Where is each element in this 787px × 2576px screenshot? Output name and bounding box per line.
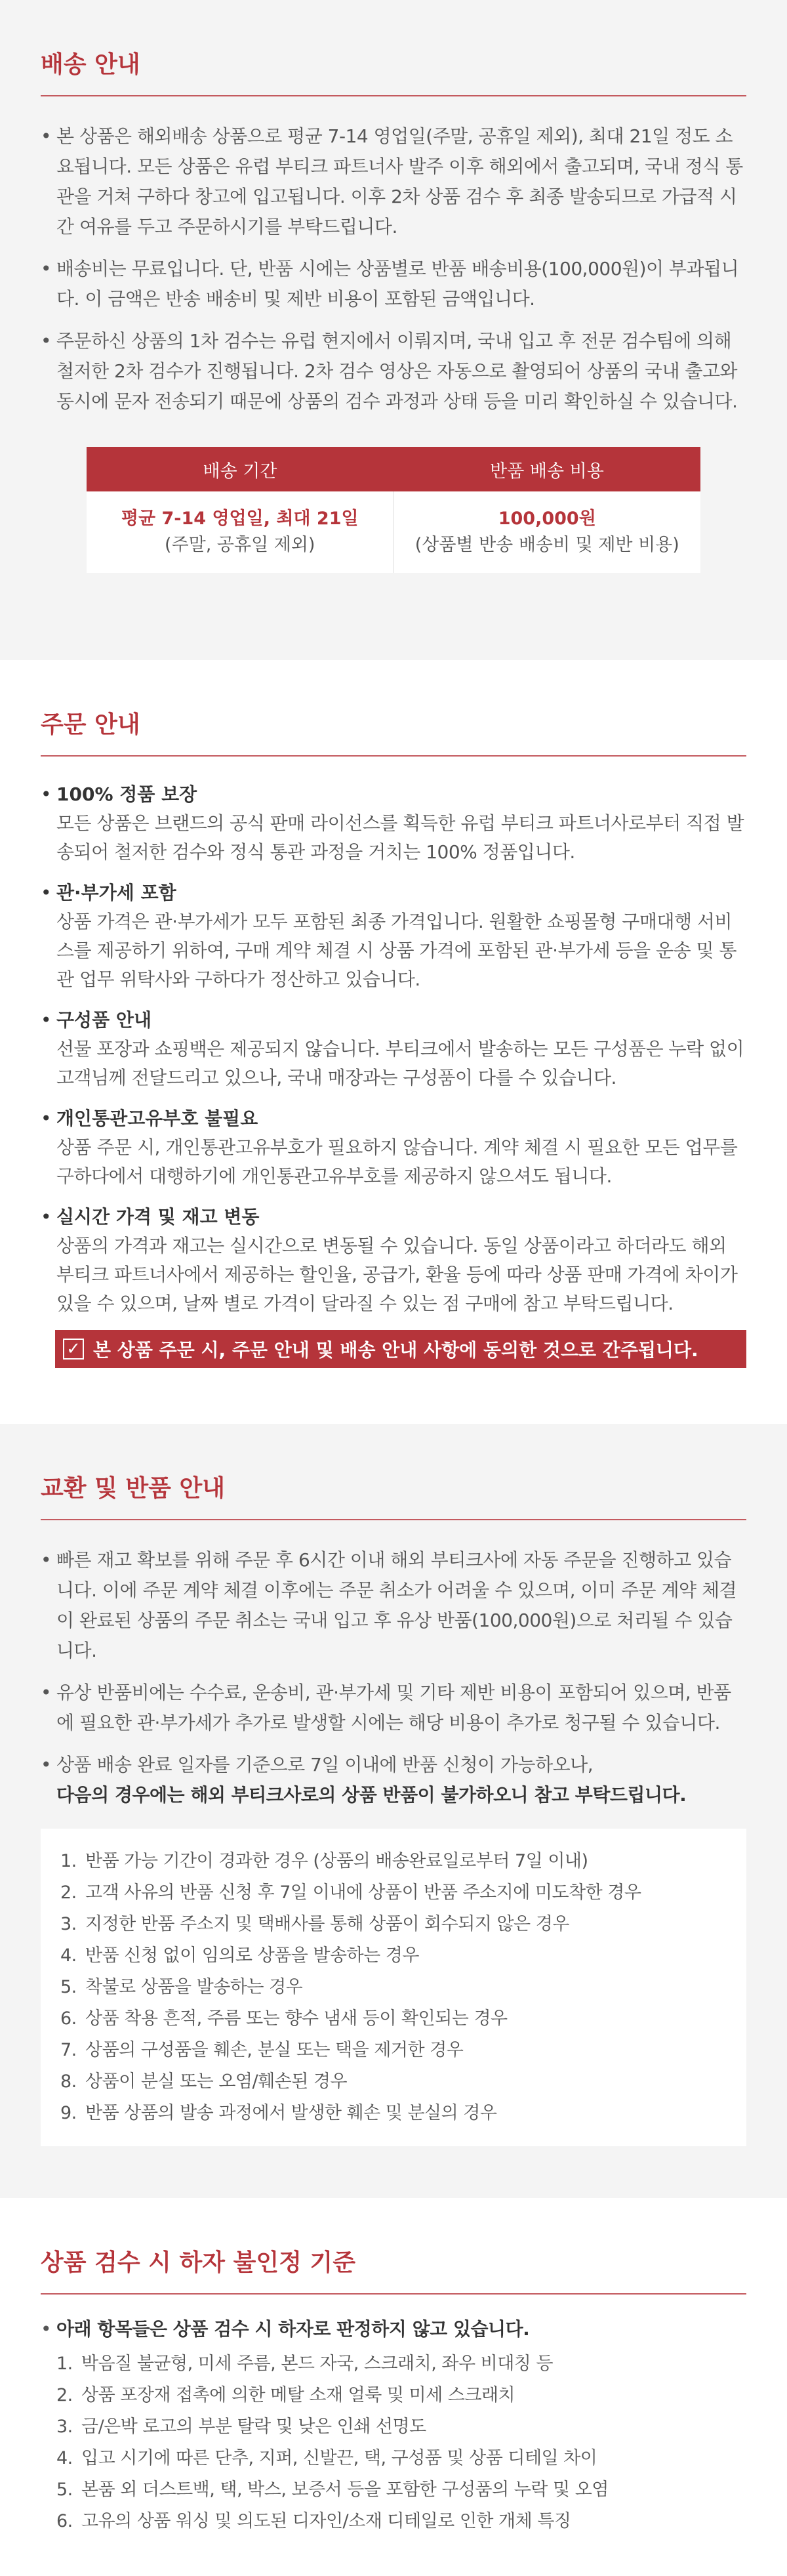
list-item: 4. 입고 시기에 따른 단추, 지퍼, 신발끈, 택, 구성품 및 상품 디테일 차이 bbox=[56, 2448, 597, 2468]
defects-title: 상품 검수 시 하자 불인정 기준 bbox=[41, 2244, 746, 2295]
shipping-table bbox=[87, 447, 700, 573]
list-item: 3. 금/은박 로고의 부분 탈락 및 낮은 인쇄 선명도 bbox=[56, 2417, 426, 2437]
list-item: 5. 본품 외 더스트백, 택, 박스, 보증서 등을 포함한 구성품의 누락 및 오염 bbox=[56, 2480, 609, 2500]
non-returnable-list-box bbox=[41, 1829, 746, 2146]
return-cost-note: (상품별 반송 배송비 및 제반 비용) bbox=[414, 535, 679, 555]
order-item-heading: • 개인통관고유부호 불필요 bbox=[56, 1108, 258, 1129]
shipping-bullet: • 주문하신 상품의 1차 검수는 유럽 현지에서 이뤄지며, 국내 입고 후 전문 검수팀에 의해 철저한 2차 검수가 진행됩니다. 2차 검수 영상은 자동으로 촬영되어 상품의 국내 출고와 동시에 문자 전송되기 때문에 상품의 검수 과정과 상태 등을 미리 확인하실 수 있습니다. bbox=[41, 326, 746, 417]
returns-bullet: • 유상 반품비에는 수수료, 운송비, 관·부가세 및 기타 제반 비용이 포함되어 있으며, 반품에 필요한 관·부가세가 추가로 발생할 시에는 해당 비용이 추가로 청구될 수 있습니다. bbox=[41, 1678, 746, 1738]
order-item-text: 상품 주문 시, 개인통관고유부호가 필요하지 않습니다. 계약 체결 시 필요한 모든 업무를 구하다에서 대행하기에 개인통관고유부호를 제공하지 않으셔도 됩니다. bbox=[56, 1136, 738, 1187]
checkbox-icon: ✓ bbox=[63, 1339, 84, 1360]
shipping-bullets bbox=[41, 121, 746, 417]
period-note: (주말, 공휴일 제외) bbox=[165, 535, 315, 555]
order-item-text: 모든 상품은 브랜드의 공식 판매 라이선스를 획득한 유럽 부티크 파트너사로부터 직접 발송되어 철저한 검수와 정식 통관 과정을 거치는 100% 정품입니다. bbox=[56, 812, 744, 863]
order-item bbox=[41, 879, 746, 994]
list-item: 2. 상품 포장재 접촉에 의한 메탈 소재 얼룩 및 미세 스크래치 bbox=[56, 2385, 515, 2405]
returns-bullets bbox=[41, 1545, 746, 1810]
list-item: 4. 반품 신청 없이 임의로 상품을 발송하는 경우 bbox=[60, 1945, 419, 1966]
list-item: 8. 상품이 분실 또는 오염/훼손된 경우 bbox=[60, 2071, 348, 2092]
order-item-heading: • 관·부가세 포함 bbox=[56, 882, 176, 904]
list-item: 1. 박음질 불균형, 미세 주름, 본드 자국, 스크래치, 좌우 비대칭 등 bbox=[56, 2354, 554, 2374]
order-item bbox=[41, 1203, 746, 1318]
table-cell-return-cost bbox=[394, 491, 700, 573]
order-item bbox=[41, 1006, 746, 1092]
defects-list bbox=[41, 2348, 746, 2537]
table-cell-period bbox=[87, 491, 394, 573]
list-item: 5. 착불로 상품을 발송하는 경우 bbox=[60, 1977, 303, 1997]
order-item-text: 상품의 가격과 재고는 실시간으로 변동될 수 있습니다. 동일 상품이라고 하더라도 해외 부티크 파트너사에서 제공하는 할인율, 공급가, 환율 등에 따라 상품 판매 가격에 차이가 있을 수 있으며, 날짜 별로 가격이 달라질 수 있는 점 구매에 참고 부탁드립니다. bbox=[56, 1235, 738, 1314]
order-item-heading: • 100% 정품 보장 bbox=[56, 783, 197, 805]
list-item: 7. 상품의 구성품을 훼손, 분실 또는 택을 제거한 경우 bbox=[60, 2040, 464, 2060]
order-item-heading: • 실시간 가격 및 재고 변동 bbox=[56, 1206, 260, 1228]
list-item: 6. 상품 착용 흔적, 주름 또는 향수 냄새 등이 확인되는 경우 bbox=[60, 2008, 508, 2029]
order-item bbox=[41, 1104, 746, 1191]
shipping-title: 배송 안내 bbox=[41, 46, 746, 96]
period-value: 평균 7-14 영업일, 최대 21일 bbox=[121, 509, 359, 529]
defects-intro: • 아래 항목들은 상품 검수 시 하자로 판정하지 않고 있습니다. bbox=[41, 2314, 746, 2344]
order-title: 주문 안내 bbox=[41, 706, 746, 757]
shipping-bullet: • 배송비는 무료입니다. 단, 반품 시에는 상품별로 반품 배송비용(100,000원)이 부과됩니다. 이 금액은 반송 배송비 및 제반 비용이 포함된 금액입니다. bbox=[41, 254, 746, 314]
returns-bullet-bold: 다음의 경우에는 해외 부티크사로의 상품 반품이 불가하오니 참고 부탁드립니다. bbox=[56, 1784, 687, 1806]
list-item: 9. 반품 상품의 발송 과정에서 발생한 훼손 및 분실의 경우 bbox=[60, 2103, 497, 2123]
returns-section bbox=[0, 1424, 787, 2198]
list-item: 6. 고유의 상품 워싱 및 의도된 디자인/소재 디테일로 인한 개체 특징 bbox=[56, 2511, 571, 2531]
order-items bbox=[41, 780, 746, 1318]
order-item-text: 상품 가격은 관·부가세가 모두 포함된 최종 가격입니다. 원활한 쇼핑몰형 구매대행 서비스를 제공하기 위하여, 구매 계약 체결 시 상품 가격에 포함된 관·부가세 등을 운송 및 통관 업무 위탁사와 구하다가 정산하고 있습니다. bbox=[56, 911, 737, 990]
shipping-bullet: • 본 상품은 해외배송 상품으로 평균 7-14 영업일(주말, 공휴일 제외), 최대 21일 정도 소요됩니다. 모든 상품은 유럽 부티크 파트너사 발주 이후 해외에서 출고되며, 국내 정식 통관을 거쳐 구하다 창고에 입고됩니다. 이후 2차 상품 검수 후 최종 발송되므로 가급적 시간 여유를 두고 주문하시기를 부탁드립니다. bbox=[41, 121, 746, 242]
defects-section bbox=[0, 2198, 787, 2576]
order-section bbox=[0, 660, 787, 1424]
consent-notice bbox=[55, 1330, 746, 1368]
list-item: 3. 지정한 반품 주소지 및 택배사를 통해 상품이 회수되지 않은 경우 bbox=[60, 1914, 569, 1934]
order-item-text: 선물 포장과 쇼핑백은 제공되지 않습니다. 부티크에서 발송하는 모든 구성품은 누락 없이 고객님께 전달드리고 있으나, 국내 매장과는 구성품이 다를 수 있습니다. bbox=[56, 1038, 744, 1089]
order-item-heading: • 구성품 안내 bbox=[56, 1009, 151, 1031]
list-item: 2. 고객 사유의 반품 신청 후 7일 이내에 상품이 반품 주소지에 미도착한 경우 bbox=[60, 1882, 641, 1903]
list-item: 1. 반품 가능 기간이 경과한 경우 (상품의 배송완료일로부터 7일 이내) bbox=[60, 1851, 588, 1871]
consent-notice-text: 본 상품 주문 시, 주문 안내 및 배송 안내 사항에 동의한 것으로 간주됩니다. bbox=[93, 1339, 698, 1361]
order-item bbox=[41, 780, 746, 867]
non-returnable-list bbox=[60, 1846, 727, 2129]
shipping-section bbox=[0, 0, 787, 660]
returns-title: 교환 및 반품 안내 bbox=[41, 1470, 746, 1520]
returns-bullet: • 빠른 재고 확보를 위해 주문 후 6시간 이내 해외 부티크사에 자동 주문을 진행하고 있습니다. 이에 주문 계약 체결 이후에는 주문 취소가 어려울 수 있으며, 이미 주문 계약 체결이 완료된 상품의 주문 취소는 국내 입고 후 유상 반품(100,000원)으로 처리될 수 있습니다. bbox=[41, 1545, 746, 1666]
return-cost-value: 100,000원 bbox=[498, 509, 596, 529]
defects-intro-list bbox=[41, 2314, 746, 2344]
returns-bullet-text: 상품 배송 완료 일자를 기준으로 7일 이내에 반품 신청이 가능하오나, bbox=[56, 1754, 594, 1776]
table-header-return-cost: 반품 배송 비용 bbox=[394, 447, 700, 491]
returns-bullet bbox=[41, 1750, 746, 1810]
table-header-period: 배송 기간 bbox=[87, 447, 394, 491]
